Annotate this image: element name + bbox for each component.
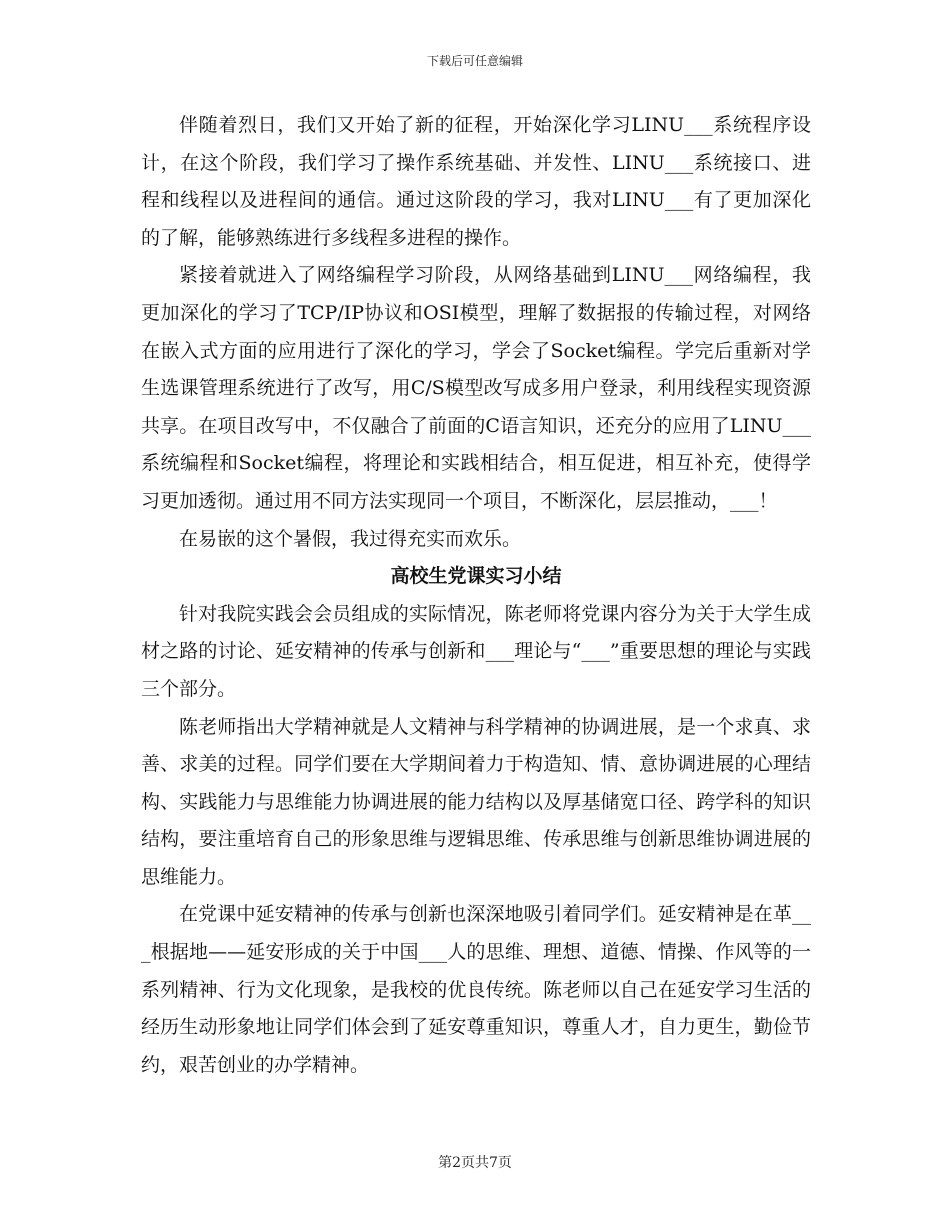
paragraph: 在党课中延安精神的传承与创新也深深地吸引着同学们。延安精神是在革___根据地——延安形成的关于中国___人的思维、理想、道德、情操、作风等的一系列精神、行为文化现象，是我校的优良传统。陈老师以自己在延安学习生活的经历生动形象地让同学们体会到了延安尊重知识，尊重人才，自力更生，勤俭节约，艰苦创业的办学精神。: [141, 903, 811, 1076]
paragraph: 针对我院实践会会员组成的实际情况，陈老师将党课内容分为关于大学生成材之路的讨论、延安精神的传承与创新和___理论与“___”重要思想的理论与实践三个部分。: [141, 602, 811, 700]
page-header-note: 下载后可任意编辑: [426, 54, 523, 68]
paragraph: 伴随着烈日，我们又开始了新的征程，开始深化学习LINU___系统程序设计，在这个阶段，我们学习了操作系统基础、并发性、LINU___系统接口、进程和线程以及进程间的通信。通过这阶段的学习，我对LINU___有了更加深化的了解，能够熟练进行多线程多进程的操作。: [141, 114, 811, 249]
paragraph: 陈老师指出大学精神就是人文精神与科学精神的协调进展，是一个求真、求善、求美的过程。同学们要在大学期间着力于构造知、情、意协调进展的心理结构、实践能力与思维能力协调进展的能力结构以及厚基储宽口径、跨学科的知识结构，要注重培育自己的形象思维与逻辑思维、传承思维与创新思维协调进展的思维能力。: [141, 715, 811, 888]
paragraph: 紧接着就进入了网络编程学习阶段，从网络基础到LINU___网络编程，我更加深化的学习了TCP/IP协议和OSI模型，理解了数据报的传输过程，对网络在嵌入式方面的应用进行了深化的学习，学会了Socket编程。学完后重新对学生选课管理系统进行了改写，用C/S模型改写成多用户登录，利用线程实现资源共享。在项目改写中，不仅融合了前面的C语言知识，还充分的应用了LINU___系统编程和Socket编程，将理论和实践相结合，相互促进，相互补充，使得学习更加透彻。通过用不同方法实现同一个项目，不断深化，层层推动，___！: [141, 264, 811, 512]
page-number: 第2页共7页: [438, 1155, 512, 1171]
section-title: 高校生党课实习小结: [390, 565, 562, 588]
document-body: [141, 107, 811, 1084]
paragraph: 在易嵌的这个暑假，我过得充实而欢乐。: [179, 527, 522, 550]
